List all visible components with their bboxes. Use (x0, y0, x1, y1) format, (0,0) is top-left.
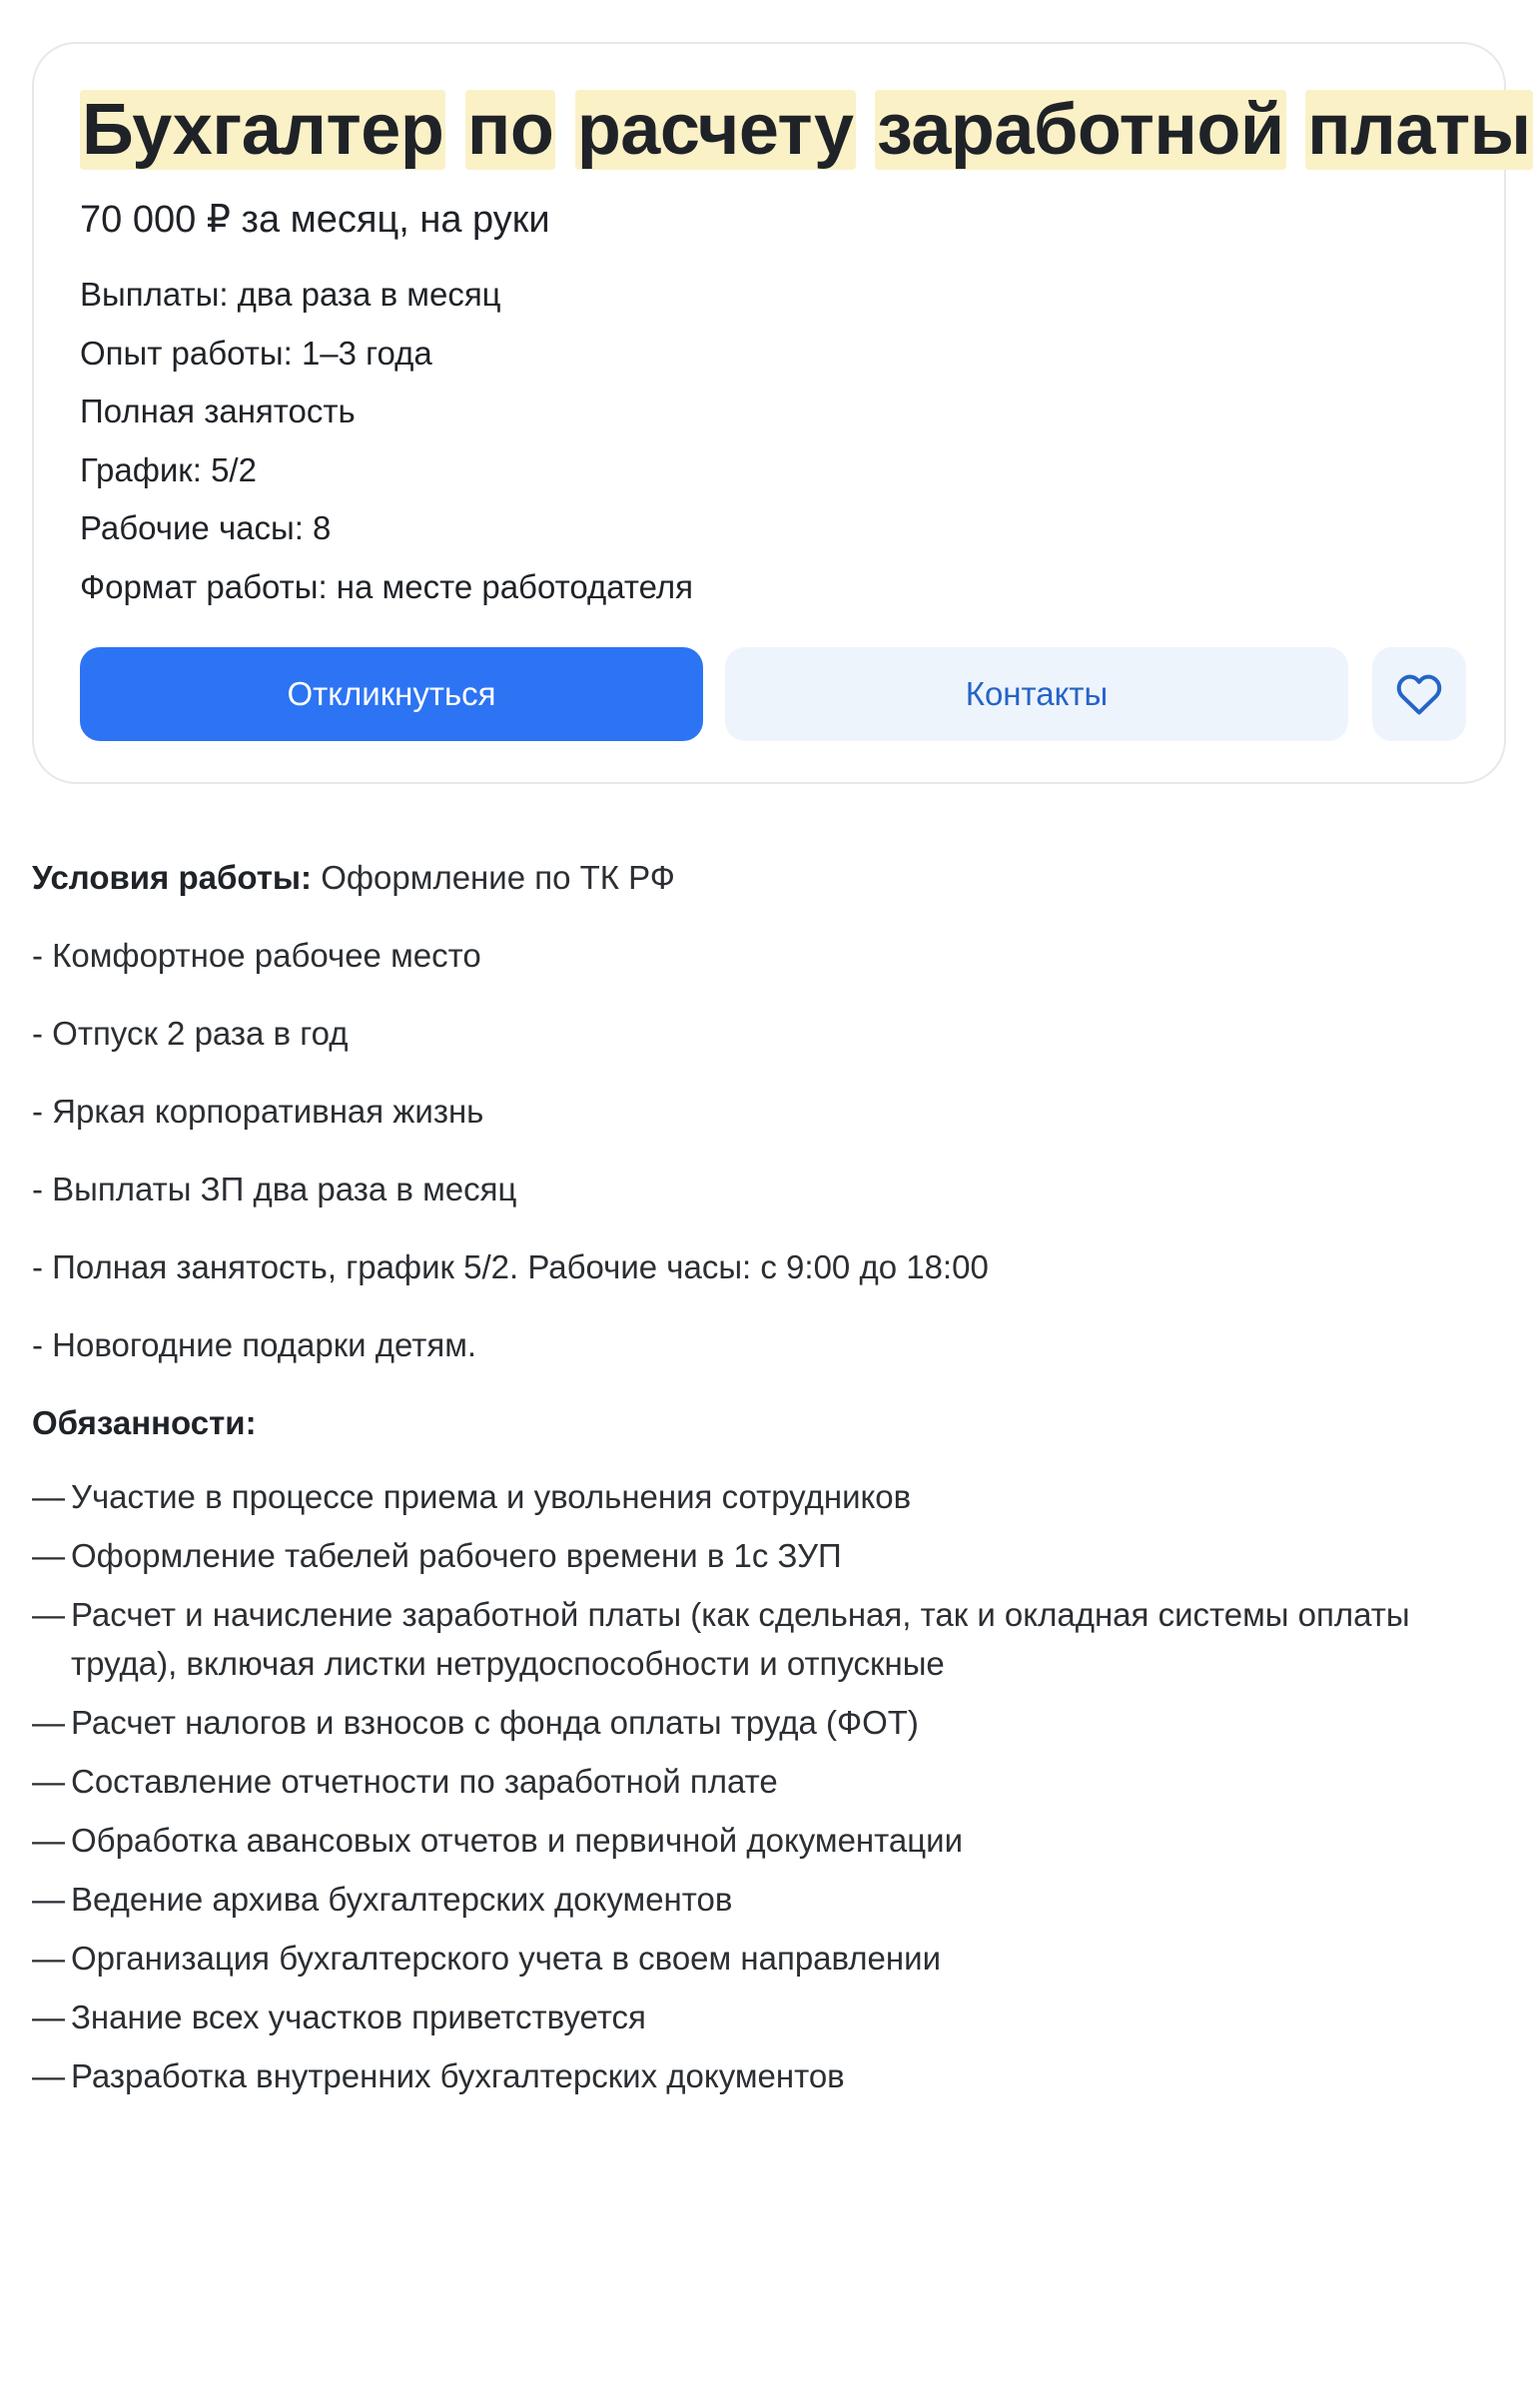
list-item: - Яркая корпоративная жизнь (32, 1093, 484, 1130)
list-item: — Составление отчетности по заработной плате (32, 1757, 1490, 1806)
vacancy-title (80, 86, 1533, 174)
detail-schedule: График: 5/2 (80, 450, 257, 488)
detail-employment: Полная занятость (80, 393, 356, 429)
list-item: — Расчет и начисление заработной платы (как сдельная, так и окладная системы оплаты труда), включая листки нетрудоспособности и отпускные (32, 1590, 1490, 1688)
list-item: — Ведение архива бухгалтерских документов (32, 1875, 1490, 1924)
conditions-list (32, 933, 1490, 1368)
favorite-button[interactable] (1372, 647, 1466, 741)
duties-heading: Обязанности: (32, 1404, 257, 1441)
list-item: — Знание всех участков приветствуется (32, 1993, 1490, 2041)
list-item: — Разработка внутренних бухгалтерских документов (32, 2051, 1490, 2100)
detail-work-format: Формат работы: на месте работодателя (80, 567, 693, 605)
contacts-button[interactable]: Контакты (725, 647, 1348, 741)
list-item: - Комфортное рабочее место (32, 937, 481, 974)
vacancy-description (32, 855, 1490, 2110)
list-item: — Обработка авансовых отчетов и первичной документации (32, 1816, 1490, 1865)
list-item: — Организация бухгалтерского учета в своем направлении (32, 1934, 1490, 1983)
list-item: - Отпуск 2 раза в год (32, 1015, 349, 1052)
list-item: — Участие в процессе приема и увольнения сотрудников (32, 1472, 1490, 1521)
apply-button[interactable]: Откликнуться (80, 647, 703, 741)
detail-experience: Опыт работы: 1–3 года (80, 334, 432, 372)
conditions-paragraph (32, 855, 1490, 901)
list-item: - Новогодние подарки детям. (32, 1326, 477, 1363)
list-item: - Полная занятость, график 5/2. Рабочие часы: с 9:00 до 18:00 (32, 1248, 989, 1285)
list-item: — Оформление табелей рабочего времени в 1с ЗУП (32, 1531, 1490, 1580)
title-word: по (466, 90, 554, 170)
duties-list (32, 1472, 1490, 2100)
detail-hours: Рабочие часы: 8 (80, 509, 332, 546)
conditions-label: Условия работы: (32, 859, 313, 896)
vacancy-card (32, 42, 1531, 784)
vacancy-details (80, 266, 693, 616)
title-word: платы (1307, 90, 1531, 170)
conditions-text: Оформление по ТК РФ (312, 859, 675, 896)
list-item: — Расчет налогов и взносов с фонда оплаты труда (ФОТ) (32, 1698, 1490, 1747)
title-word: заработной (877, 90, 1284, 170)
detail-payments: Выплаты: два раза в месяц (80, 276, 501, 313)
salary: 70 000 ₽ за месяц, на руки (80, 199, 550, 241)
title-word: расчету (576, 90, 854, 170)
list-item: - Выплаты ЗП два раза в месяц (32, 1171, 517, 1207)
heart-icon (1395, 672, 1443, 716)
title-word: Бухгалтер (82, 90, 444, 170)
